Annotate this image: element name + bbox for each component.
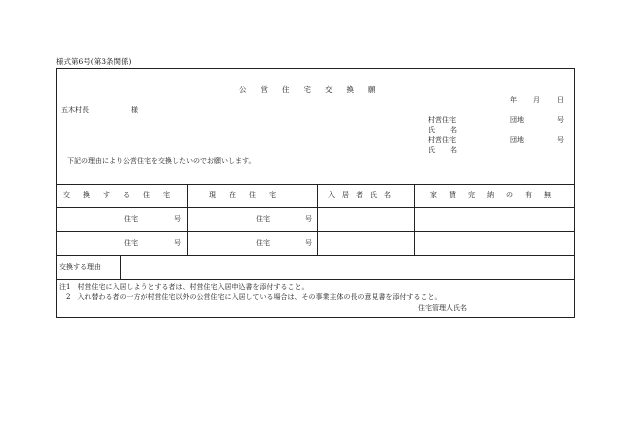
row1-bottom-border (56, 231, 575, 232)
header-char: 賃 (449, 191, 456, 199)
header-char: 完 (468, 191, 475, 199)
date-year-label: 年 (510, 96, 517, 104)
addressee-name: 五木村長 (61, 106, 89, 114)
applicant-housing-label-1: 村営住宅 (428, 116, 456, 124)
header-char: 在 (229, 191, 236, 199)
row2-current-house: 住宅 (256, 239, 270, 247)
header-char: 家 (430, 191, 437, 199)
header-char: 納 (487, 191, 494, 199)
name-char: 名 (450, 146, 457, 154)
title-char: 換 (346, 85, 354, 94)
header-char: 換 (83, 191, 90, 199)
note-1: 注1 村営住宅に入居しようとする者は、村営住宅入居申込書を添付すること。 (59, 283, 309, 291)
header-char: 住 (143, 191, 150, 199)
header-char: 居 (342, 191, 349, 199)
name-char: 氏 (428, 146, 435, 154)
title-char: 交 (325, 85, 333, 94)
title-char: 住 (282, 85, 290, 94)
form-title (239, 86, 376, 94)
header-resident-name (328, 192, 391, 199)
title-char: 宅 (303, 85, 311, 94)
header-current-house (209, 192, 276, 199)
addressee-honorific: 様 (131, 106, 138, 114)
applicant-danchi-label-1: 団地 (510, 116, 524, 124)
reason-bottom-border (56, 279, 575, 280)
applicant-name-label-2 (428, 147, 457, 154)
header-char: 現 (209, 191, 216, 199)
title-char: 願 (368, 85, 376, 94)
row2-exchange-no: 号 (174, 239, 181, 247)
header-char: 氏 (370, 191, 377, 199)
name-char: 名 (450, 126, 457, 134)
name-char: 氏 (428, 126, 435, 134)
header-char: る (123, 191, 130, 199)
housing-manager-label: 住宅管理人氏名 (418, 304, 467, 312)
applicant-name-label-1 (428, 127, 457, 134)
header-char: 入 (328, 191, 335, 199)
header-char: 交 (63, 191, 70, 199)
header-char: の (506, 191, 513, 199)
header-char: 無 (544, 191, 551, 199)
row1-exchange-no: 号 (174, 215, 181, 223)
header-char: 有 (525, 191, 532, 199)
header-char: 者 (356, 191, 363, 199)
row2-current-no: 号 (305, 239, 312, 247)
header-char: 宅 (269, 191, 276, 199)
header-char: 住 (249, 191, 256, 199)
header-exchange-house (63, 192, 170, 199)
title-char: 営 (260, 85, 268, 94)
row2-bottom-border (56, 255, 575, 256)
header-bottom-border (56, 207, 575, 208)
reason-divider (120, 255, 121, 279)
applicant-go-label-1: 号 (557, 116, 564, 124)
row1-exchange-house: 住宅 (124, 215, 138, 223)
col-divider-1 (187, 184, 188, 255)
col-divider-2 (317, 184, 318, 255)
header-char: 名 (384, 191, 391, 199)
col-divider-3 (414, 184, 415, 255)
title-char: 公 (239, 85, 247, 94)
table-top-border (56, 184, 575, 185)
date-day-label: 日 (557, 96, 564, 104)
header-char: 宅 (163, 191, 170, 199)
header-rent-paid (430, 192, 551, 199)
header-char: す (103, 191, 110, 199)
row2-exchange-house: 住宅 (124, 239, 138, 247)
note-2: 2 入れ替わる者の一方が村営住宅以外の公営住宅に入居している場合は、その事業主体の長の意見書を添付すること。 (59, 293, 442, 301)
reason-label: 交換する理由 (59, 263, 101, 271)
form-number-label: 様式第6号(第3条関係) (56, 57, 132, 66)
applicant-housing-label-2: 村営住宅 (428, 136, 456, 144)
row1-current-house: 住宅 (256, 215, 270, 223)
date-month-label: 月 (533, 96, 540, 104)
row1-current-no: 号 (305, 215, 312, 223)
applicant-danchi-label-2: 団地 (510, 136, 524, 144)
applicant-go-label-2: 号 (557, 136, 564, 144)
request-text: 下記の理由により公営住宅を交換したいのでお願いします。 (67, 157, 256, 165)
